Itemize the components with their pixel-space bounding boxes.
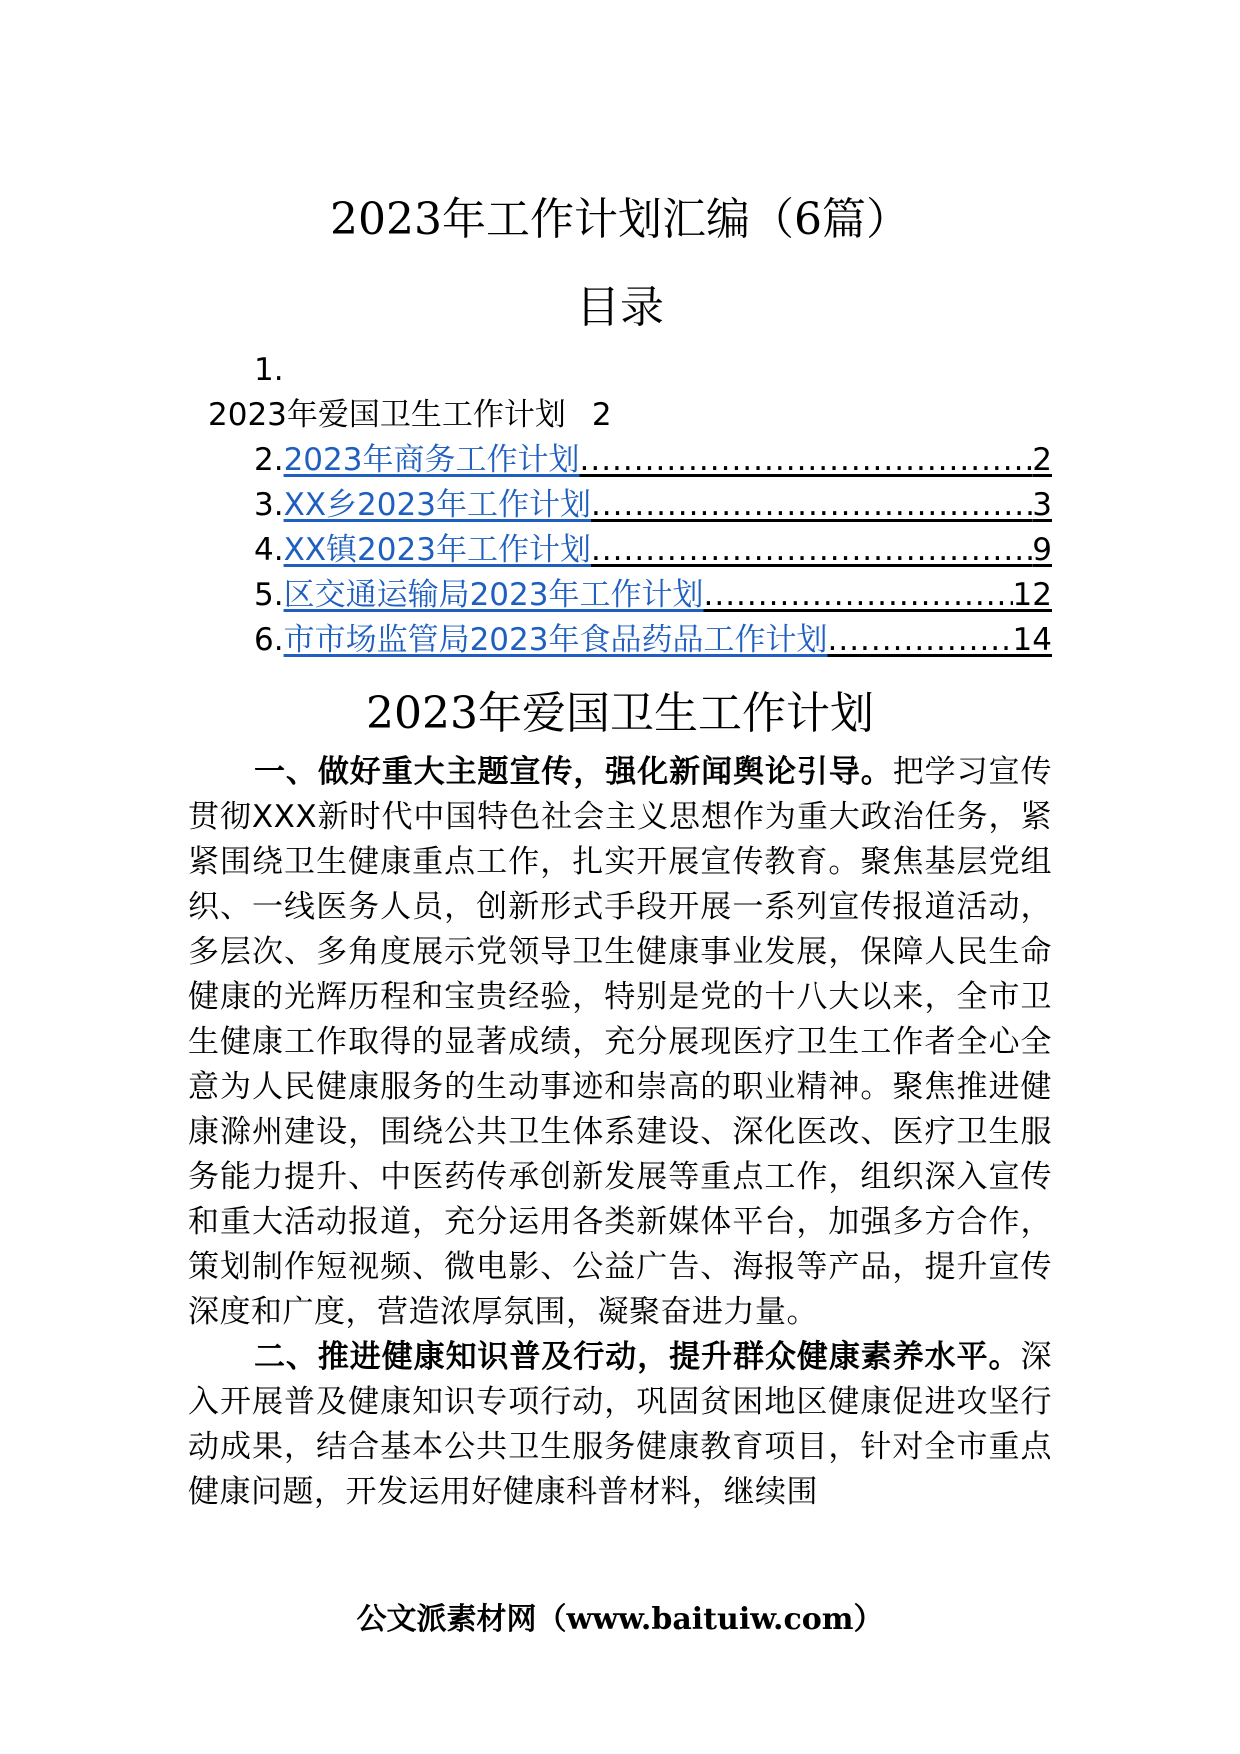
toc-item-number: 4.: [254, 532, 284, 568]
toc-item-link[interactable]: XX乡2023年工作计划: [283, 487, 591, 523]
toc-dot-leader: [591, 528, 1032, 573]
table-of-contents: [188, 348, 1052, 663]
toc-dot-leader: [579, 438, 1032, 483]
toc-item-3: [188, 483, 1052, 528]
toc-item-number: 5.: [254, 577, 284, 613]
toc-item-page: 2: [1032, 442, 1052, 478]
toc-item-page: 2: [591, 397, 612, 433]
toc-dot-leader: [591, 483, 1032, 528]
toc-item-page: 9: [1032, 532, 1052, 568]
toc-item-link[interactable]: 市市场监管局2023年食品药品工作计划: [283, 622, 828, 658]
toc-item-4: [188, 528, 1052, 573]
toc-item-1-number-row: [188, 348, 1052, 393]
toc-item-link[interactable]: 2023年商务工作计划: [283, 442, 580, 478]
section-body: [188, 750, 1052, 1515]
paragraph-1: [188, 750, 1052, 1335]
page-footer: 公文派素材网（www.baituiw.com）: [356, 1602, 884, 1637]
toc-item-title: 2023年爱国卫生工作计划: [208, 397, 566, 433]
paragraph-text: 深入开展普及健康知识专项行动，巩固贫困地区健康促进攻坚行动成果，结合基本公共卫生服务健康教育项目，针对全市重点健康问题，开发运用好健康科普材料，继续围: [188, 1339, 1052, 1510]
toc-item-number: 2.: [254, 442, 284, 478]
toc-item-number: 3.: [254, 487, 284, 523]
toc-item-number: 6.: [254, 622, 284, 658]
toc-dot-leader: [703, 573, 1012, 618]
paragraph-2: [188, 1335, 1052, 1515]
paragraph-heading: 一、做好重大主题宣传，强化新闻舆论引导。: [254, 754, 893, 790]
toc-item-page: 14: [1012, 622, 1052, 658]
toc-item-link[interactable]: 区交通运输局2023年工作计划: [283, 577, 704, 613]
toc-item-5: [188, 573, 1052, 618]
toc-item-page: 12: [1012, 577, 1052, 613]
paragraph-text: 把学习宣传贯彻XXX新时代中国特色社会主义思想作为重大政治任务，紧紧围绕卫生健康重点工作，扎实开展宣传教育。聚焦基层党组织、一线医务人员，创新形式手段开展一系列宣传报道活动，多层次、多角度展示党领导卫生健康事业发展，保障人民生命健康的光辉历程和宝贵经验，特别是党的十八大以来，全市卫生健康工作取得的显著成绩，充分展现医疗卫生工作者全心全意为人民健康服务的生动事迹和崇高的职业精神。聚焦推进健康滁州建设，围绕公共卫生体系建设、深化医改、医疗卫生服务能力提升、中医药传承创新发展等重点工作，组织深入宣传和重大活动报道，充分运用各类新媒体平台，加强多方合作，策划制作短视频、微电影、公益广告、海报等产品，提升宣传深度和广度，营造浓厚氛围，凝聚奋进力量。: [188, 754, 1052, 1330]
toc-item-number: 1.: [254, 352, 284, 388]
paragraph-heading: 二、推进健康知识普及行动，提升群众健康素养水平。: [254, 1339, 1021, 1375]
toc-item-1[interactable]: [188, 393, 1052, 438]
toc-item-link[interactable]: XX镇2023年工作计划: [283, 532, 591, 568]
toc-item-page: 3: [1032, 487, 1052, 523]
section-title: 2023年爱国卫生工作计划: [366, 688, 874, 739]
toc-dot-leader: [827, 618, 1012, 663]
toc-item-6: [188, 618, 1052, 663]
toc-heading: 目录: [576, 282, 664, 333]
document-title: 2023年工作计划汇编（6篇）: [330, 194, 910, 245]
toc-item-2: [188, 438, 1052, 483]
